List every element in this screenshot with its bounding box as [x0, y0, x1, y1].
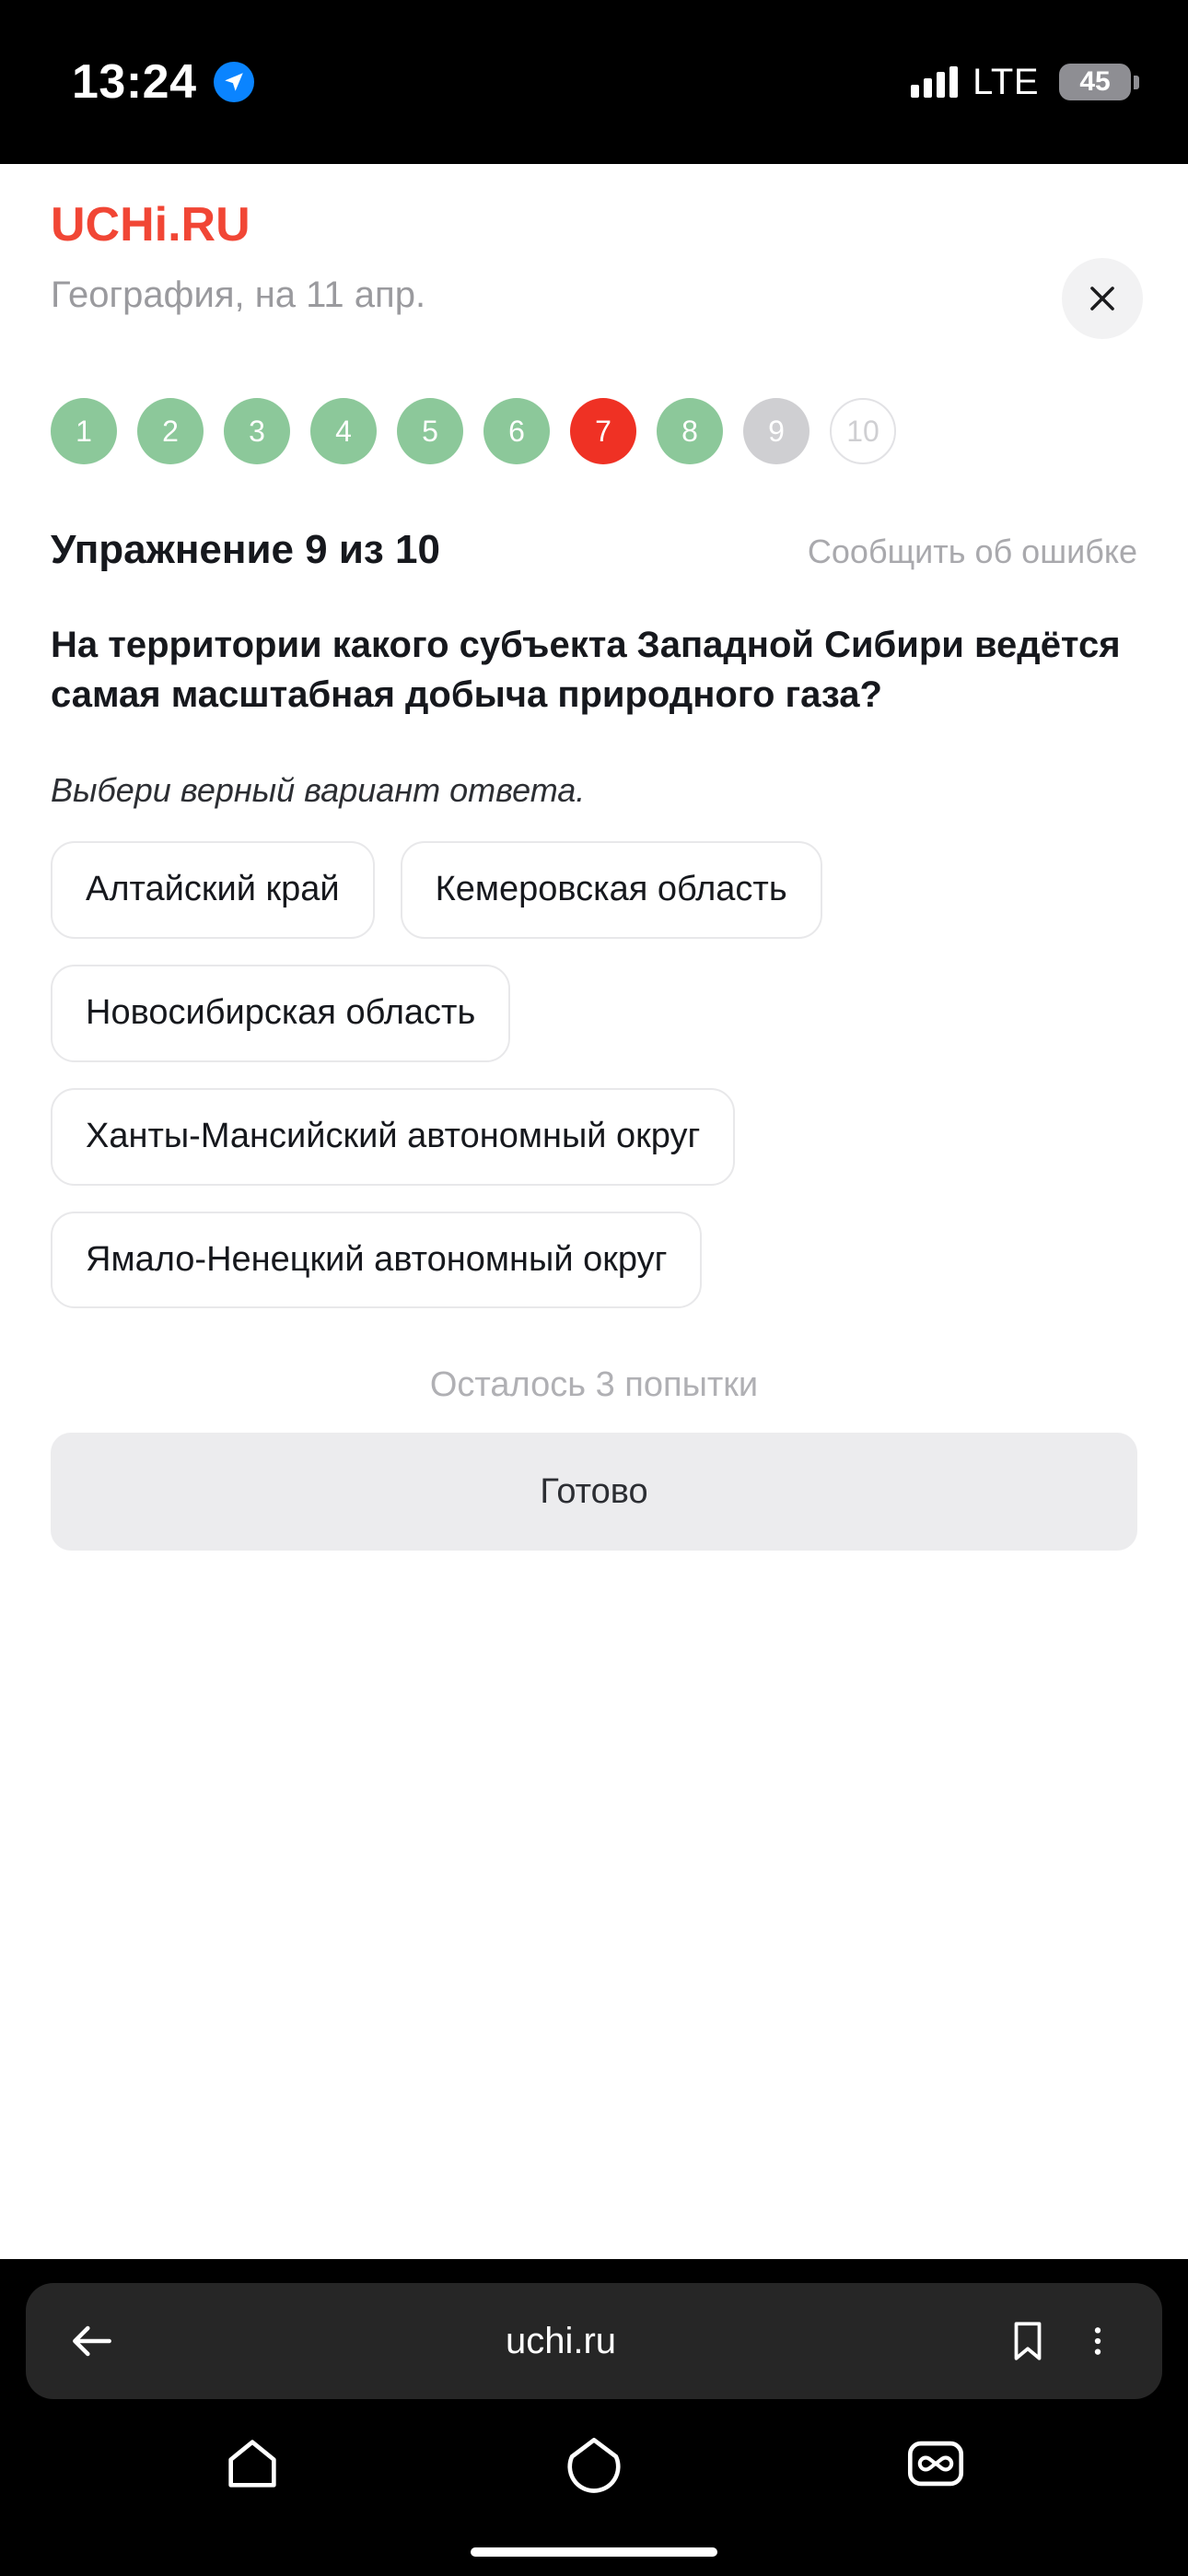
status-bar	[0, 0, 1188, 164]
progress-steps	[51, 398, 1137, 464]
close-icon	[1085, 281, 1120, 316]
browser-chrome	[0, 2259, 1188, 2576]
answer-option-3[interactable]: Новосибирская область	[51, 965, 510, 1062]
status-bar-right	[911, 62, 1131, 103]
step-10[interactable]: 10	[830, 398, 896, 464]
answer-options-row-3	[51, 1088, 1137, 1186]
battery-icon	[1059, 64, 1131, 100]
location-arrow-icon	[214, 62, 254, 102]
report-error-link[interactable]: Сообщить об ошибке	[807, 533, 1137, 570]
close-button[interactable]	[1062, 258, 1143, 339]
home-icon[interactable]	[220, 2431, 285, 2496]
battery-level-label: 45	[1079, 66, 1111, 97]
submit-button[interactable]: Готово	[51, 1433, 1137, 1551]
answer-option-4[interactable]: Ханты-Мансийский автономный округ	[51, 1088, 735, 1186]
bookmark-icon[interactable]	[1004, 2315, 1052, 2367]
site-logo[interactable]: UCHi.RU	[51, 198, 250, 252]
subject-date-label: География, на 11 апр.	[51, 275, 426, 315]
web-page-content	[0, 164, 1188, 2259]
step-8[interactable]: 8	[657, 398, 723, 464]
tabs-infinity-icon[interactable]	[903, 2431, 968, 2496]
step-3[interactable]: 3	[224, 398, 290, 464]
instruction-text: Выбери верный вариант ответа.	[51, 771, 586, 810]
subject-header-row	[51, 275, 1137, 339]
answer-options-row-1	[51, 841, 1137, 939]
step-4[interactable]: 4	[310, 398, 377, 464]
step-2[interactable]: 2	[137, 398, 204, 464]
answer-options	[51, 841, 1137, 1308]
answer-option-2[interactable]: Кемеровская область	[401, 841, 822, 939]
answer-options-row-4	[51, 1212, 1137, 1309]
step-6[interactable]: 6	[483, 398, 550, 464]
step-9[interactable]: 9	[743, 398, 809, 464]
exercise-header-row	[51, 527, 1137, 573]
signal-bars-icon	[911, 66, 958, 98]
battery-cap	[1134, 76, 1139, 89]
url-text[interactable]: uchi.ru	[505, 2320, 617, 2361]
url-bar[interactable]	[26, 2283, 1162, 2399]
step-1[interactable]: 1	[51, 398, 117, 464]
overflow-menu-icon[interactable]	[1074, 2315, 1122, 2367]
status-time: 13:24	[72, 55, 197, 109]
status-bar-left	[72, 54, 254, 110]
answer-option-1[interactable]: Алтайский край	[51, 841, 375, 939]
step-5[interactable]: 5	[397, 398, 463, 464]
question-text: На территории какого субъекта Западной Сибири ведётся самая масштабная добыча природного газа?	[51, 625, 1121, 715]
step-7[interactable]: 7	[570, 398, 636, 464]
attempts-remaining-label: Осталось 3 попытки	[429, 1365, 759, 1405]
back-arrow-icon[interactable]	[66, 2315, 118, 2367]
network-type-label: LTE	[973, 61, 1039, 102]
answer-options-row-2	[51, 965, 1137, 1062]
shield-icon[interactable]	[562, 2431, 626, 2496]
system-nav-bar	[26, 2399, 1162, 2528]
answer-option-5[interactable]: Ямало-Ненецкий автономный округ	[51, 1212, 702, 1309]
home-indicator	[26, 2528, 1162, 2576]
exercise-title: Упражнение 9 из 10	[51, 527, 440, 572]
